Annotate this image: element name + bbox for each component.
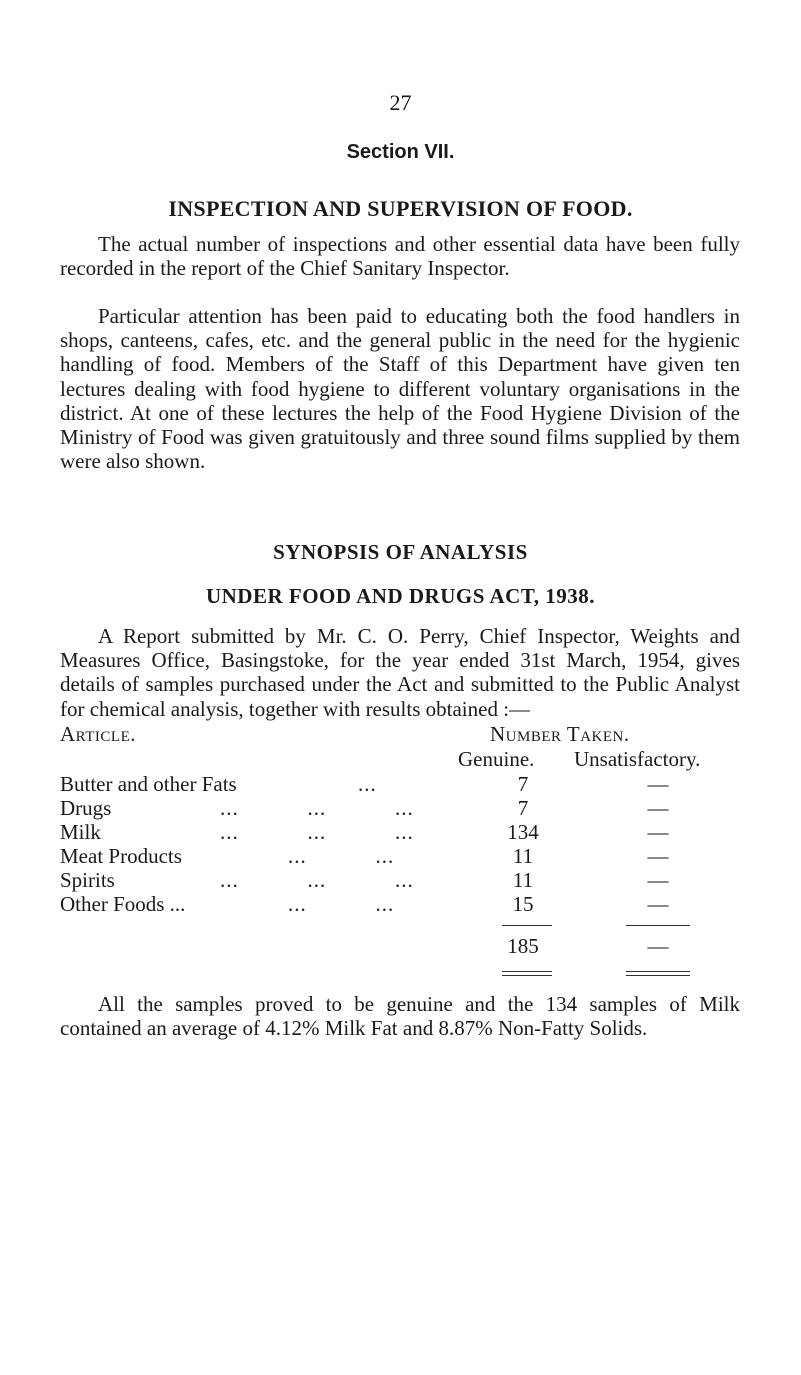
intro-paragraph bbox=[60, 232, 740, 280]
table-row bbox=[60, 772, 750, 796]
article-name: Drugs bbox=[60, 796, 112, 820]
genuine-count: 7 bbox=[517, 796, 529, 820]
total-row bbox=[60, 934, 750, 958]
leader-dots: ... ... ... bbox=[220, 820, 414, 844]
unsatisfactory-count: — bbox=[647, 892, 669, 916]
genuine-count: 7 bbox=[517, 772, 529, 796]
table-row bbox=[60, 820, 750, 844]
closing-paragraph bbox=[60, 992, 740, 1040]
genuine-count: 11 bbox=[512, 868, 534, 892]
total-double-rule-genuine-2 bbox=[502, 975, 552, 976]
page-number: 27 bbox=[389, 90, 412, 115]
leader-dots: ... ... bbox=[288, 844, 395, 868]
leader-dots: ... ... bbox=[288, 892, 395, 916]
unsatisfactory-count: — bbox=[647, 772, 669, 796]
article-name: Meat Products bbox=[60, 844, 182, 868]
paragraph-text: All the samples proved to be genuine and the 134 samples of Milk contained an average of 4.12% Milk Fat and 8.87% Non-Fatty Solids. bbox=[60, 992, 740, 1041]
column-header-genuine: Genuine. bbox=[458, 747, 535, 771]
total-double-rule-unsatisfactory bbox=[626, 971, 690, 972]
attention-paragraph bbox=[60, 304, 740, 473]
article-name: Spirits bbox=[60, 868, 115, 892]
subtotal-rule-unsatisfactory bbox=[626, 925, 690, 926]
report-paragraph bbox=[60, 624, 740, 721]
genuine-count: 134 bbox=[507, 820, 539, 844]
article-name: Other Foods ... bbox=[60, 892, 186, 916]
column-header-unsatisfactory: Unsatisfactory. bbox=[574, 747, 701, 771]
paragraph-text: Particular attention has been paid to educating both the food handlers in shops, canteens, cafes, etc. and the general public in the need for the hygienic handling of food. Members of the Staff of this Department have given ten lectures dealing with food hygiene to different voluntary organisations in the district. At one of these lectures the help of the Food Hygiene Division of the Ministry of Food was given gratuitously and three sound films supplied by them were also shown. bbox=[60, 304, 740, 474]
act-heading: UNDER FOOD AND DRUGS ACT, 1938. bbox=[205, 584, 596, 608]
paragraph-text: The actual number of inspections and other essential data have been fully recorded in the report of the Chief Sanitary Inspector. bbox=[60, 232, 740, 281]
main-heading: INSPECTION AND SUPERVISION OF FOOD. bbox=[168, 196, 633, 221]
total-double-rule-genuine bbox=[502, 971, 552, 972]
synopsis-heading: SYNOPSIS OF ANALYSIS bbox=[273, 540, 528, 564]
leader-dots: ... ... ... bbox=[220, 868, 414, 892]
table-row bbox=[60, 844, 750, 868]
table-row bbox=[60, 892, 750, 916]
unsatisfactory-count: — bbox=[647, 820, 669, 844]
total-unsatisfactory: — bbox=[647, 934, 669, 958]
column-header-article: Article. bbox=[60, 722, 137, 746]
genuine-count: 15 bbox=[512, 892, 534, 916]
total-double-rule-unsatisfactory-2 bbox=[626, 975, 690, 976]
paragraph-text: A Report submitted by Mr. C. O. Perry, Chief Inspector, Weights and Measures Office, Basingstoke, for the year ended 31st March, 1954, gives details of samples purchased under the Act and submitted to the Public Analyst for chemical analysis, together with results obtained :— bbox=[60, 624, 740, 721]
unsatisfactory-count: — bbox=[647, 868, 669, 892]
unsatisfactory-count: — bbox=[647, 844, 669, 868]
leader-dots: ... ... ... bbox=[220, 796, 414, 820]
article-name: Butter and other Fats bbox=[60, 772, 237, 796]
column-header-number-taken: Number Taken. bbox=[490, 722, 630, 746]
subtotal-rule-genuine bbox=[502, 925, 552, 926]
total-genuine: 185 bbox=[507, 934, 539, 958]
article-name: Milk bbox=[60, 820, 101, 844]
genuine-count: 11 bbox=[512, 844, 534, 868]
table-row bbox=[60, 868, 750, 892]
section-title: Section VII. bbox=[346, 141, 455, 163]
leader-dots: ... bbox=[358, 772, 377, 796]
table-row bbox=[60, 796, 750, 820]
unsatisfactory-count: — bbox=[647, 796, 669, 820]
